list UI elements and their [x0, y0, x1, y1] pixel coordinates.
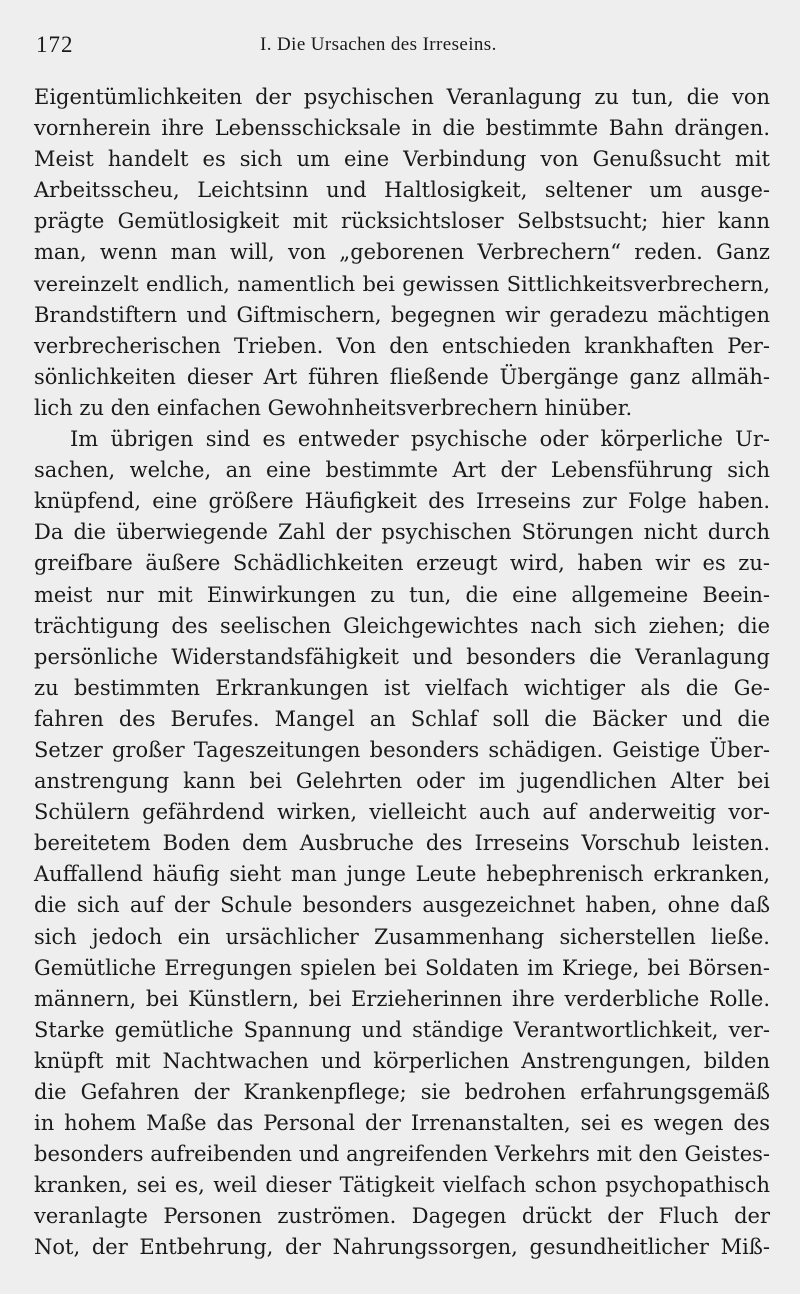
text-line: sönlichkeiten dieser Art führen fließende Übergänge ganz allmäh- — [34, 364, 770, 389]
text-line: Setzer großer Tageszeitungen besonders schädigen. Geistige Über- — [34, 737, 770, 762]
text-line: knüpft mit Nachtwachen und körperlichen Anstrengungen, bilden — [34, 1048, 770, 1073]
text-line: die Gefahren der Krankenpflege; sie bedrohen erfahrungsgemäß — [34, 1080, 770, 1104]
text-line: Arbeitsscheu, Leichtsinn und Haltlosigkeit, seltener um ausge- — [34, 178, 770, 203]
text-line: männern, bei Künstlern, bei Erzieherinnen ihre verderbliche Rolle. — [34, 986, 770, 1011]
text-line: trächtigung des seelischen Gleichgewichtes nach sich ziehen; die — [34, 613, 770, 638]
text-line: veranlagte Personen zuströmen. Dagegen drückt der Fluch der — [34, 1204, 770, 1229]
text-line: knüpfend, eine größere Häufigkeit des Irreseins zur Folge haben. — [34, 489, 770, 514]
text-line: Brandstiftern und Giftmischern, begegnen wir geradezu mächtigen — [34, 302, 770, 327]
text-line: greifbare äußere Schädlichkeiten erzeugt wird, haben wir es zu- — [34, 551, 770, 576]
text-line: Schülern gefährdend wirken, vielleicht auch auf anderweitig vor- — [34, 800, 770, 825]
text-line: prägte Gemütlosigkeit mit rücksichtsloser Selbstsucht; hier kann — [34, 209, 770, 234]
text-line: Starke gemütliche Spannung und ständige Verantwortlichkeit, ver- — [34, 1017, 770, 1042]
text-line: vereinzelt endlich, namentlich bei gewissen Sittlichkeitsverbrechern, — [34, 271, 770, 296]
text-line: Im übrigen sind es entweder psychische oder körperliche Ur- — [70, 427, 770, 452]
text-line: lich zu den einfachen Gewohnheitsverbrechern hinüber. — [34, 395, 633, 420]
text-line: in hohem Maße das Personal der Irrenanstalten, sei es wegen des — [34, 1111, 770, 1136]
text-line: bereitetem Boden dem Ausbruche des Irreseins Vorschub leisten. — [34, 831, 770, 856]
text-line: Not, der Entbehrung, der Nahrungssorgen, gesundheitlicher Miß- — [34, 1235, 770, 1260]
text-line: besonders aufreibenden und angreifenden Verkehrs mit den Geistes- — [34, 1142, 770, 1167]
page-number: 172 — [36, 32, 74, 57]
text-line: fahren des Berufes. Mangel an Schlaf soll die Bäcker und die — [34, 706, 770, 731]
text-line: Gemütliche Erregungen spielen bei Soldaten im Kriege, bei Börsen- — [34, 955, 770, 980]
text-line: Eigentümlichkeiten der psychischen Veranlagung zu tun, die von — [34, 85, 770, 109]
text-line: anstrengung kann bei Gelehrten oder im jugendlichen Alter bei — [34, 769, 770, 794]
body-text — [34, 82, 770, 1264]
text-line: vornherein ihre Lebensschicksale in die bestimmte Bahn drängen. — [34, 116, 770, 141]
text-line: meist nur mit Einwirkungen zu tun, die eine allgemeine Beein- — [34, 582, 770, 607]
text-line: kranken, sei es, weil dieser Tätigkeit vielfach schon psychopathisch — [34, 1173, 770, 1198]
text-line: Meist handelt es sich um eine Verbindung von Genußsucht mit — [34, 147, 770, 172]
text-line: man, wenn man will, von „geborenen Verbrechern“ reden. Ganz — [34, 240, 770, 265]
text-line: Da die überwiegende Zahl der psychischen Störungen nicht durch — [34, 520, 770, 545]
running-head: I. Die Ursachen des Irreseins. — [260, 34, 497, 55]
text-line: verbrecherischen Trieben. Von den entschieden krankhaften Per- — [34, 333, 770, 358]
text-line: Auffallend häufig sieht man junge Leute hebephrenisch erkranken, — [34, 862, 770, 887]
text-line: sich jedoch ein ursächlicher Zusammenhang sicherstellen ließe. — [34, 924, 770, 949]
text-line: die sich auf der Schule besonders ausgezeichnet haben, ohne daß — [34, 893, 770, 918]
text-line: persönliche Widerstandsfähigkeit und besonders die Veranlagung — [34, 644, 770, 669]
page-header — [0, 32, 800, 62]
text-line: zu bestimmten Erkrankungen ist vielfach wichtiger als die Ge- — [34, 675, 770, 700]
text-line: sachen, welche, an eine bestimmte Art der Lebensführung sich — [34, 458, 770, 483]
